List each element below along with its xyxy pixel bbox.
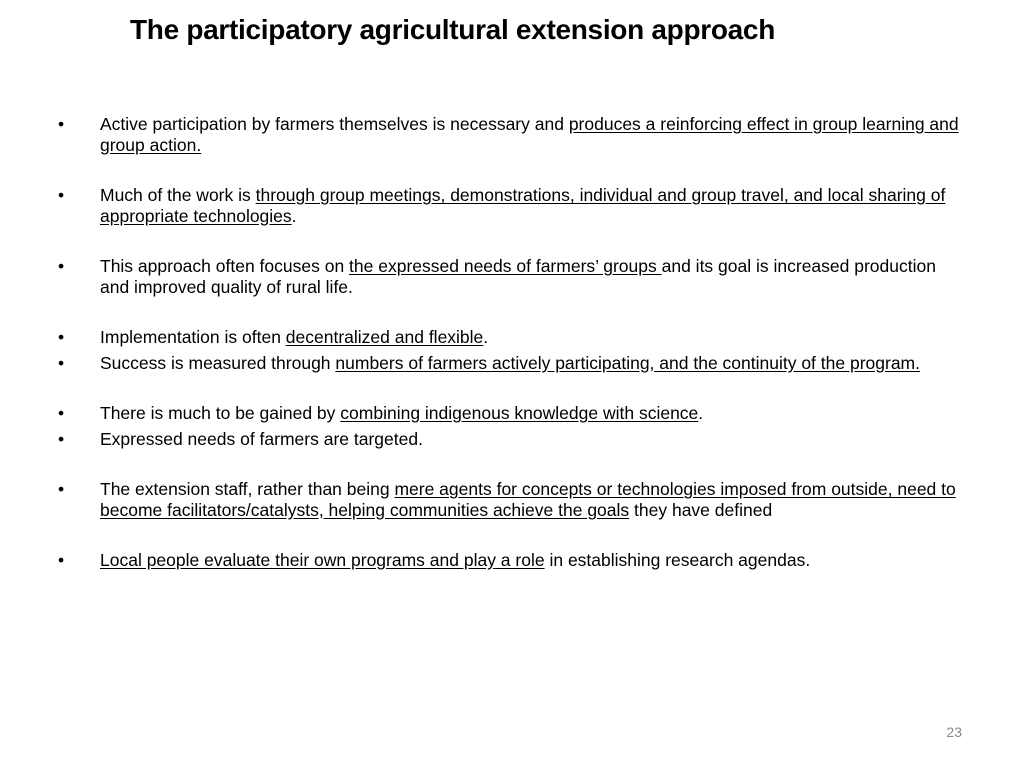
slide-title: The participatory agricultural extension approach <box>130 14 776 45</box>
page-number: 23 <box>946 724 962 740</box>
bullet-icon: • <box>58 327 65 347</box>
bullet-text: There is much to be gained by <box>100 403 341 423</box>
bullet-text: Success is measured through <box>100 352 336 373</box>
bullet-text: and its goal is increased production and improved quality of rural life. <box>100 256 936 297</box>
bullet-text: Much of the work is <box>100 185 256 205</box>
bullet-icon: • <box>58 428 65 449</box>
bullet-icon: • <box>58 403 65 423</box>
bullet-icon: • <box>58 479 65 499</box>
bullet-item-focus <box>58 256 968 297</box>
bullet-item-needs <box>58 429 968 450</box>
bullet-text: . <box>291 205 297 226</box>
bullet-text: they have defined <box>629 499 773 520</box>
bullet-item-work <box>58 185 968 226</box>
bullet-text: Expressed needs of farmers are targeted. <box>100 428 423 449</box>
bullet-icon: • <box>58 256 65 276</box>
bullet-text-underlined: decentralized and flexible <box>285 327 484 347</box>
bullet-text: Active participation by farmers themselves is necessary and <box>100 114 569 134</box>
bullet-text-underlined: the expressed needs of farmers’ groups <box>349 256 662 276</box>
bullet-text: . <box>698 403 704 423</box>
bullet-icon: • <box>58 185 65 205</box>
bullet-item-participation <box>58 114 968 155</box>
bullet-text: . <box>483 327 489 347</box>
bullet-text-underlined: through group meetings, demonstrations, individual and group travel, and local sharing of appropriate technologies <box>100 185 946 226</box>
bullet-text-underlined: mere agents for concepts or technologies imposed from outside, need to become facilitators/catalysts, helping communities achieve the goals <box>100 479 956 520</box>
bullet-text: in establishing research agendas. <box>544 550 811 570</box>
bullet-icon: • <box>58 114 65 134</box>
bullet-item-staff <box>58 479 968 520</box>
bullet-item-knowledge <box>58 403 968 424</box>
bullet-icon: • <box>58 550 65 570</box>
bullet-text-underlined: combining indigenous knowledge with science <box>340 403 699 423</box>
bullet-item-evaluation <box>58 550 968 571</box>
bullet-text-underlined: numbers of farmers actively participating, and the continuity of the program. <box>335 352 920 373</box>
bullet-item-success <box>58 353 968 374</box>
bullet-text-underlined: Local people evaluate their own programs and play a role <box>100 550 545 570</box>
bullet-text: The extension staff, rather than being <box>100 479 395 499</box>
bullet-text: This approach often focuses on <box>100 256 350 276</box>
bullet-text: Implementation is often <box>100 327 286 347</box>
bullet-list <box>58 114 968 571</box>
bullet-icon: • <box>58 352 65 373</box>
bullet-item-implementation <box>58 327 968 348</box>
bullet-text-underlined: produces a reinforcing effect in group learning and group action. <box>100 114 959 155</box>
